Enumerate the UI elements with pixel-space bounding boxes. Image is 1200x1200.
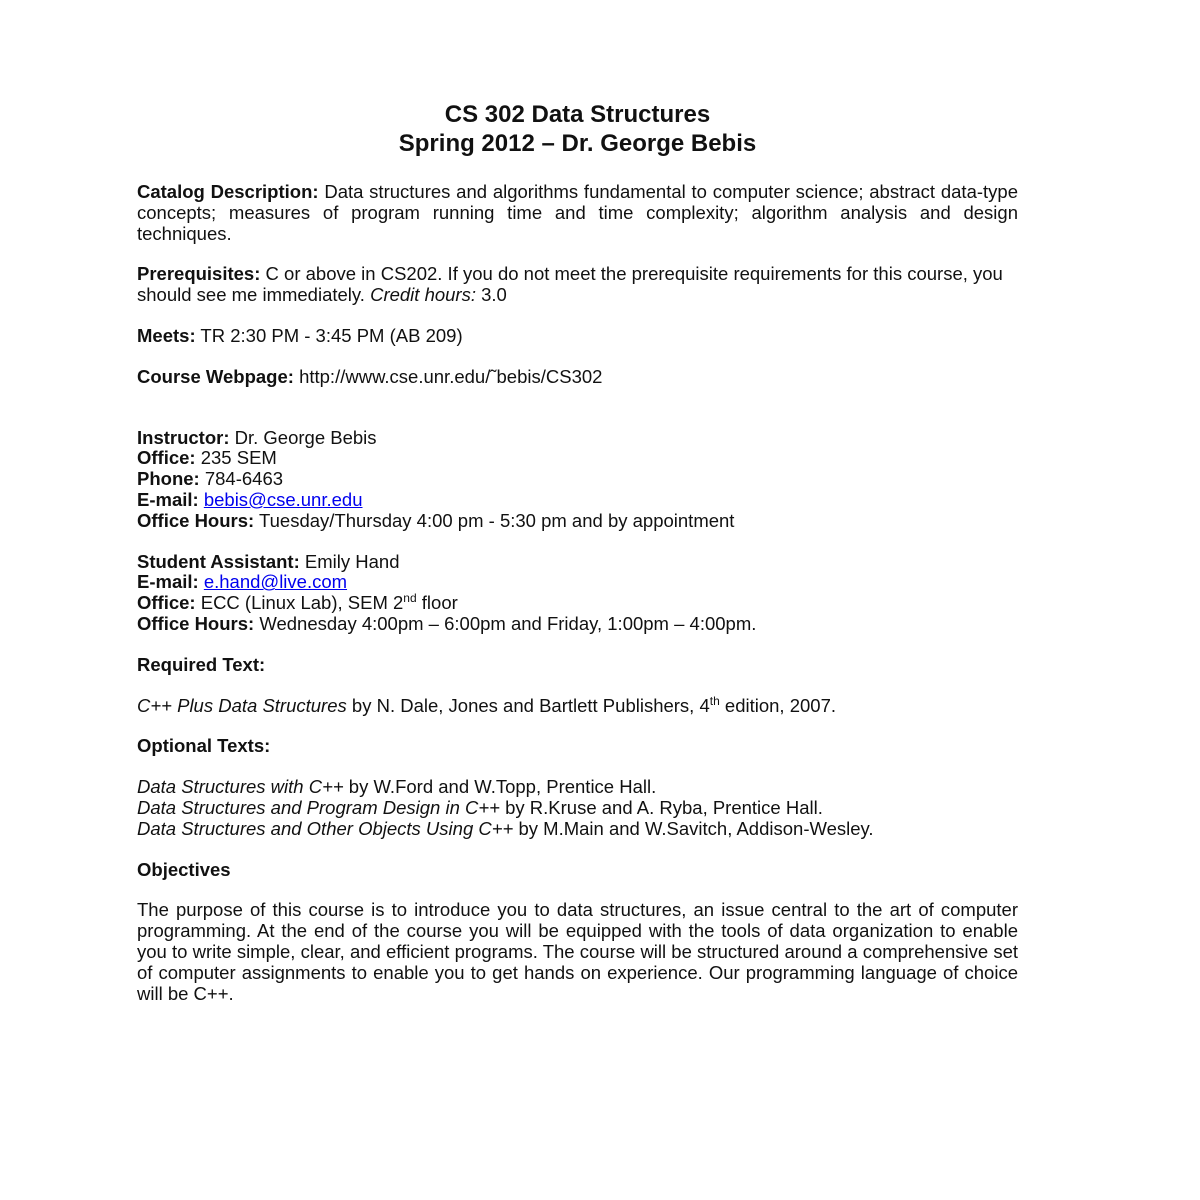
- instructor-phone-label: Phone:: [137, 468, 200, 490]
- assistant-email-label: E-mail:: [137, 571, 199, 593]
- instructor-name: Dr. George Bebis: [234, 426, 377, 448]
- prerequisites: [137, 264, 1018, 306]
- assistant-hours: Wednesday 4:00pm – 6:00pm and Friday, 1:00pm – 4:00pm.: [259, 612, 757, 634]
- assistant-block: [137, 552, 1018, 635]
- optional-book-details: by M.Main and W.Savitch, Addison-Wesley.: [513, 817, 874, 839]
- required-text-entry: [137, 693, 1018, 717]
- objectives-heading: Objectives: [137, 858, 231, 880]
- objectives-text: The purpose of this course is to introduce you to data structures, an issue central to the art of computer programming. At the end of the course you will be equipped with the tools of data organization to enable you to write simple, clear, and efficient programs. The course will be structured around a comprehensive set of computer assignments to enable you to get hands on experience. Our programming language of choice will be C++.: [137, 899, 1018, 1004]
- instructor-block: [137, 428, 1018, 532]
- optional-book-details: by W.Ford and W.Topp, Prentice Hall.: [343, 776, 657, 798]
- instructor-phone: 784-6463: [204, 468, 284, 490]
- required-book-title: C++ Plus Data Structures: [137, 694, 347, 716]
- document-title: [137, 100, 1018, 158]
- title-line-term: Spring 2012 – Dr. George Bebis: [398, 130, 757, 157]
- instructor-hours: Tuesday/Thursday 4:00 pm - 5:30 pm and by appointment: [259, 509, 735, 531]
- prereq-text: C or above in CS202. If you do not meet the prerequisite requirements for this course, you should see me immediately.: [137, 263, 1003, 306]
- webpage-label: Course Webpage:: [137, 365, 294, 387]
- credit-hours-label: Credit hours:: [370, 284, 476, 306]
- webpage-url: http://www.cse.unr.edu/˜bebis/CS302: [299, 365, 603, 387]
- catalog-label: Catalog Description:: [137, 181, 319, 202]
- assistant-office-floor: floor: [416, 592, 458, 614]
- instructor-email-label: E-mail:: [137, 488, 199, 510]
- instructor-label: Instructor:: [137, 426, 230, 448]
- required-book-superscript: th: [709, 693, 720, 708]
- list-item: [137, 819, 897, 840]
- assistant-hours-label: Office Hours:: [137, 612, 255, 634]
- assistant-email-link[interactable]: e.hand@live.com: [203, 571, 348, 593]
- list-item: [137, 798, 1018, 819]
- required-book-edition: edition, 2007.: [719, 694, 837, 716]
- instructor-office-label: Office:: [137, 447, 196, 469]
- list-item: [137, 777, 1018, 798]
- catalog-description: [137, 182, 1018, 244]
- instructor-email-link[interactable]: bebis@cse.unr.edu: [203, 488, 363, 510]
- credit-hours-value: 3.0: [481, 284, 507, 306]
- prereq-label: Prerequisites:: [137, 263, 261, 285]
- instructor-hours-label: Office Hours:: [137, 509, 255, 531]
- assistant-office-superscript: nd: [403, 591, 417, 606]
- required-text-heading: Required Text:: [137, 653, 266, 675]
- optional-book-title: Data Structures with C++: [137, 776, 344, 798]
- optional-book-details: by R.Kruse and A. Ryba, Prentice Hall.: [499, 796, 823, 818]
- instructor-office: 235 SEM: [200, 447, 277, 469]
- optional-texts-list: [137, 777, 1018, 839]
- optional-book-title: Data Structures and Other Objects Using C++: [137, 817, 514, 839]
- title-line-course: CS 302 Data Structures: [444, 101, 711, 128]
- meets-value: TR 2:30 PM - 3:45 PM (AB 209): [200, 324, 463, 346]
- optional-book-title: Data Structures and Program Design in C++: [137, 796, 500, 818]
- assistant-office-label: Office:: [137, 592, 196, 614]
- assistant-name: Emily Hand: [304, 550, 400, 572]
- course-webpage: [137, 367, 1018, 388]
- syllabus-page: [137, 100, 1018, 1004]
- meets: [137, 326, 1018, 347]
- assistant-label: Student Assistant:: [137, 550, 300, 572]
- catalog-text: Data structures and algorithms fundamental to computer science; abstract data-type concepts; measures of program running time and time complexity; algorithm analysis and design techniques.: [137, 181, 1018, 244]
- required-book-details: by N. Dale, Jones and Bartlett Publishers, 4: [346, 694, 710, 716]
- assistant-office: ECC (Linux Lab), SEM 2: [200, 592, 404, 614]
- optional-texts-heading: Optional Texts:: [137, 735, 271, 757]
- meets-label: Meets:: [137, 324, 196, 346]
